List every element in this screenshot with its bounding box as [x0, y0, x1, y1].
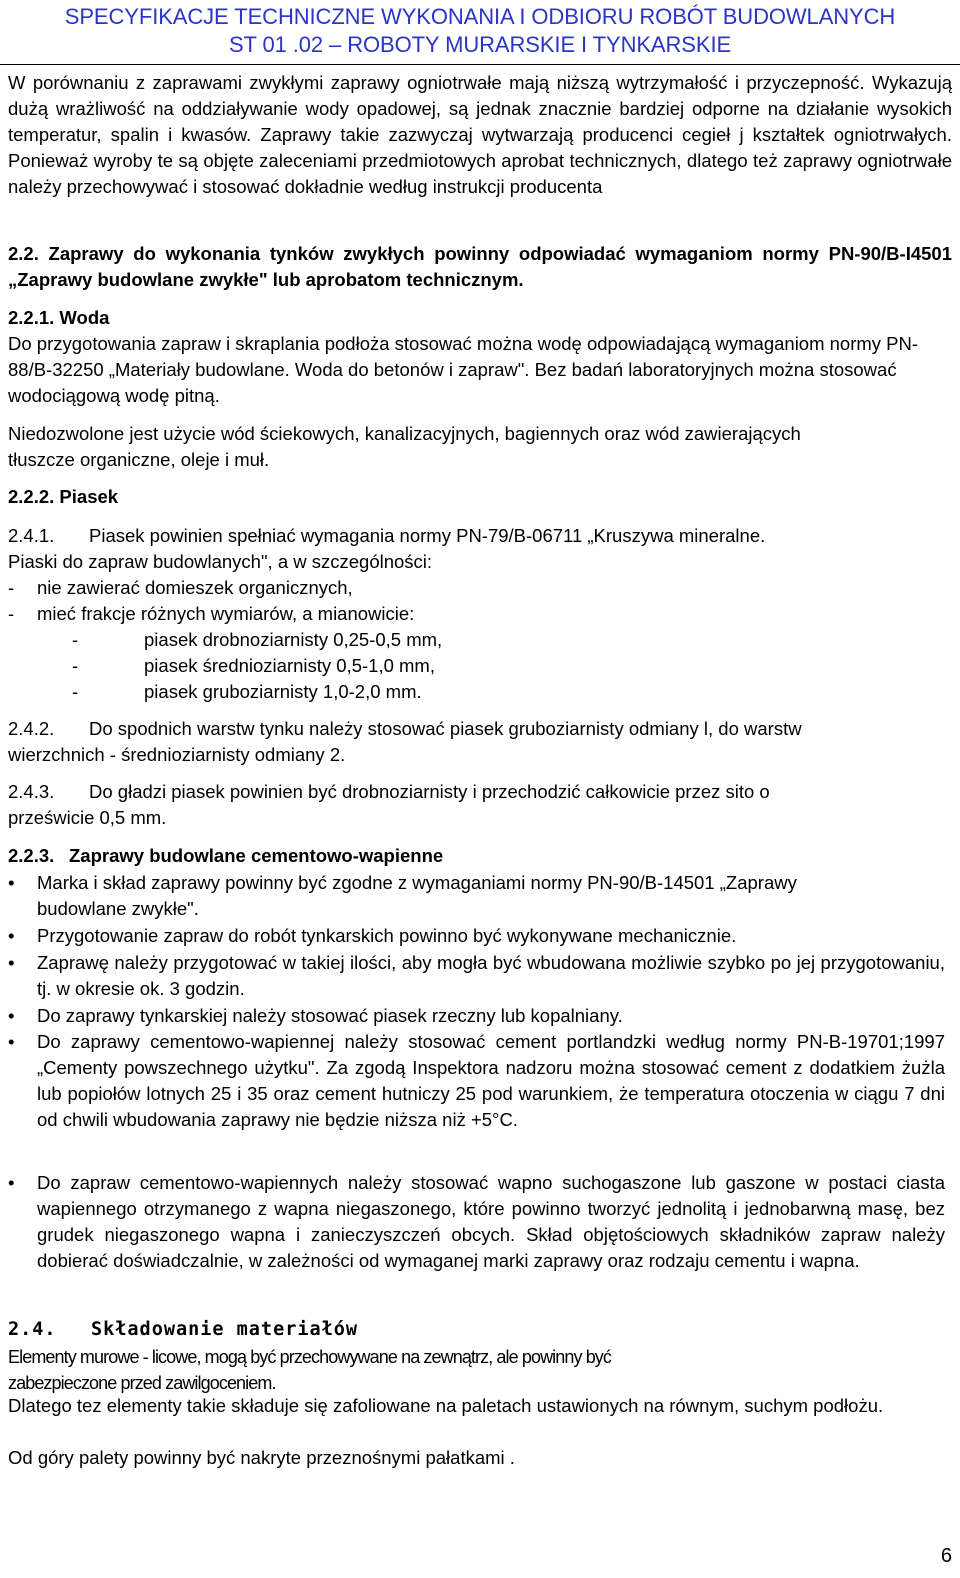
section-2-4-number: 2.4. — [8, 1319, 57, 1340]
bullet-marker: • — [8, 952, 15, 973]
item-text-cont: prześwicie 0,5 mm. — [8, 807, 167, 828]
bullet-marker: • — [8, 1005, 15, 1026]
sublist-item: piasek średnioziarnisty 0,5-1,0 mm, — [144, 655, 435, 676]
item-number-2-4-2: 2.4.2. — [8, 718, 55, 739]
storage-line-1: Elementy murowe - licowe, mogą być przechowywane na zewnątrz, ale powinny być — [8, 1347, 612, 1367]
header-title: SPECYFIKACJE TECHNICZNE WYKONANIA I ODBIORU ROBÓT BUDOWLANYCH — [64, 4, 896, 29]
sand-requirement-text: Piasek powinien spełniać wymagania normy PN-79/B-06711 „Kruszywa mineralne. — [89, 525, 766, 546]
bullet-marker: • — [8, 925, 15, 946]
section-2-2-paragraph: 2.2. Zaprawy do wykonania tynków zwykłych powinny odpowiadać wymaganiom normy PN-90/B-I4501 „Zaprawy budowlane zwykłe" lub aprobatom technicznym. — [8, 243, 952, 290]
section-2-2-1-heading: 2.2.1. Woda — [8, 307, 110, 328]
dash-marker: - — [72, 655, 79, 676]
dash-marker: - — [8, 603, 15, 624]
dash-marker: - — [72, 681, 79, 702]
section-2-2-2-heading: 2.2.2. Piasek — [8, 486, 119, 507]
bullet-marker: • — [8, 872, 15, 893]
section-2-2-3-number: 2.2.3. — [8, 845, 55, 866]
bullet-item: Do zaprawy tynkarskiej należy stosować piasek rzeczny lub kopalniany. — [37, 1005, 623, 1026]
storage-paragraph-2: Dlatego tez elementy takie składuje się zafoliowane na paletach ustawionych na równym, suchym podłożu. — [8, 1395, 884, 1416]
section-2-4-title: Składowanie materiałów — [91, 1319, 359, 1340]
dash-marker: - — [72, 629, 79, 650]
bullet-item: Do zaprawy cementowo-wapiennej należy stosować cement portlandzki według normy PN-B-19701;1997 „Cementy powszechnego użytku". Za zgodą Inspektora nadzoru można stosować cement z dodatkiem żużla lub popiołów lotnych 25 i 35 oraz cement hutniczy 25 pod warunkiem, że temperatura otoczenia w ciągu 7 dni od chwili wbudowania zaprawy nie będzie niższa niż +5°C. — [37, 1031, 945, 1130]
header-subtitle: ST 01 .02 – ROBOTY MURARSKIE I TYNKARSKIE — [228, 32, 732, 57]
bullet-item: Marka i skład zaprawy powinny być zgodne z wymaganiami normy PN-90/B-14501 „Zaprawy budowlane zwykłe". — [37, 872, 797, 919]
water-paragraph-1: Do przygotowania zapraw i skraplania podłoża stosować można wodę odpowiadającą wymaganiom normy PN-88/B-32250 „Materiały budowlane. Woda do betonów i zapraw". Bez badań laboratoryjnych można stosować wodociągową wodę pitną. — [8, 333, 919, 406]
item-text-cont: wierzchnich - średnioziarnisty odmiany 2. — [8, 744, 346, 765]
sand-requirement-text-cont: Piaski do zapraw budowlanych", a w szczególności: — [8, 551, 433, 572]
item-text: Do gładzi piasek powinien być drobnoziarnisty i przechodzić całkowicie przez sito o — [89, 781, 770, 802]
bullet-marker: • — [8, 1031, 15, 1052]
bullet-marker: • — [8, 1172, 15, 1193]
item-number-2-4-1: 2.4.1. — [8, 525, 55, 546]
storage-paragraph-3: Od góry palety powinny być nakryte przeznośnymi pałatkami . — [8, 1447, 515, 1468]
item-text: Do spodnich warstw tynku należy stosować piasek gruboziarnisty odmiany l, do warstw — [89, 718, 802, 739]
sublist-item: piasek gruboziarnisty 1,0-2,0 mm. — [144, 681, 422, 702]
list-item: nie zawierać domieszek organicznych, — [37, 577, 353, 598]
intro-paragraph: W porównaniu z zaprawami zwykłymi zaprawy ogniotrwałe mają niższą wytrzymałość i przyczepność. Wykazują dużą wrażliwość na oddziaływanie wody opadowej, są jednak znacznie bardziej odporne na działanie wysokich temperatur, spalin i kwasów. Zaprawy takie zazwyczaj wytwarzają producenci cegieł j kształtek ogniotrwałych. Ponieważ wyroby te są objęte zaleceniami przedmiotowych aprobat technicznych, dlatego też zaprawy ogniotrwałe należy przechowywać i stosować dokładnie według instrukcji producenta — [8, 72, 952, 197]
storage-line-2: zabezpieczone przed zawilgoceniem. — [8, 1373, 276, 1393]
bullet-item: Zaprawę należy przygotować w takiej ilości, aby mogła być wbudowana możliwie szybko po jej przygotowaniu, tj. w okresie ok. 3 godzin. — [37, 952, 945, 999]
list-item: mieć frakcje różnych wymiarów, a mianowicie: — [37, 603, 415, 624]
bullet-item: Przygotowanie zapraw do robót tynkarskich powinno być wykonywane mechanicznie. — [37, 925, 737, 946]
item-number-2-4-3: 2.4.3. — [8, 781, 55, 802]
water-paragraph-2: Niedozwolone jest użycie wód ściekowych, kanalizacyjnych, bagiennych oraz wód zawierających tłuszcze organiczne, oleje i muł. — [8, 423, 801, 470]
header-divider — [0, 64, 960, 65]
dash-marker: - — [8, 577, 15, 598]
bullet-item: Do zapraw cementowo-wapiennych należy stosować wapno suchogaszone lub gaszone w postaci ciasta wapiennego otrzymanego z wapna niegaszonego, które powinno tworzyć jednolitą i jednobarwną masę, bez grudek niegaszonego wapna i zanieczyszczeń obcych. Skład objętościowych składników zapraw należy dobierać doświadczalnie, w zależności od wymaganej marki zaprawy oraz rodzaju cementu i wapna. — [37, 1172, 945, 1271]
sublist-item: piasek drobnoziarnisty 0,25-0,5 mm, — [144, 629, 443, 650]
section-2-2-3-title: Zaprawy budowlane cementowo-wapienne — [69, 845, 444, 866]
page-number: 6 — [940, 1545, 952, 1567]
